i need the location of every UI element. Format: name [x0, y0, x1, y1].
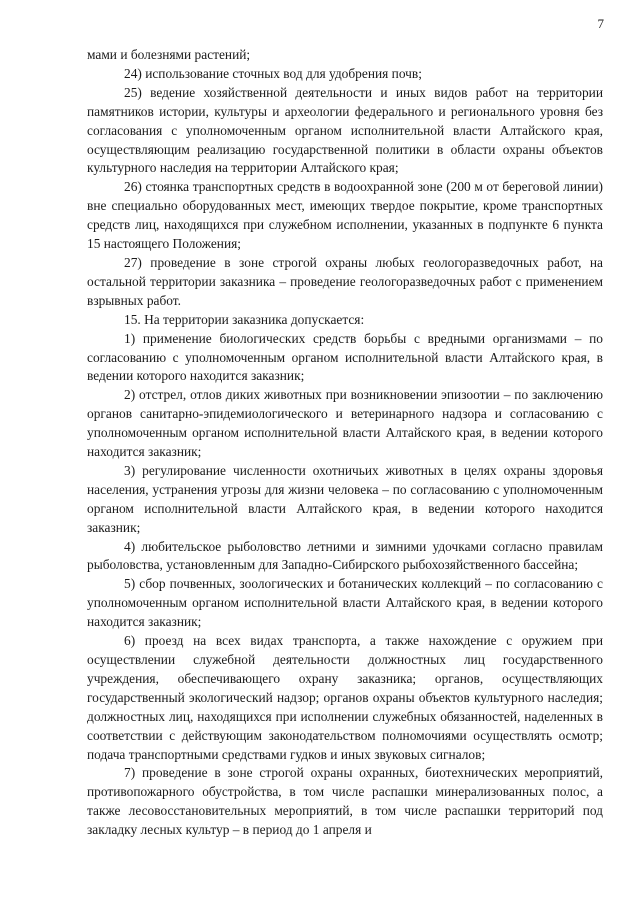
- allowed-item-1: 1) применение биологических средств борьбы с вредными организмами – по согласованию с уполномоченным органом исполнительной власти Алтайского края, в ведении которого находится заказник;: [87, 330, 603, 384]
- paragraph-continuation: мами и болезнями растений;: [87, 47, 251, 62]
- allowed-item-6: 6) проезд на всех видах транспорта, а также нахождение с оружием при осуществлении служебной деятельности должностных лиц государственного учреждения, обеспечивающего охрану заказника; органов, осуществляющих государственный экологический надзор; органов охраны объектов культурного наследия; должностных лиц, находящихся при исполнении служебных обязанностей, наделенных в соответствии с действующим законодательством полномочиями осуществлять осмотр; подача транспортными средствами гудков и иных звуковых сигналов;: [87, 633, 603, 762]
- paragraph-item-26: 26) стоянка транспортных средств в водоохранной зоне (200 м от береговой линии) вне специально оборудованных мест, имеющих твердое покрытие, кроме транспортных средств лиц, находящихся при служебном исполнении, указанных в подпункте 6 пункта 15 настоящего Положения;: [87, 179, 603, 252]
- document-body: [87, 46, 603, 840]
- paragraph-item-24: 24) использование сточных вод для удобрения почв;: [124, 65, 422, 81]
- paragraph-item-27: 27) проведение в зоне строгой охраны любых геологоразведочных работ, на остальной территории заказника – проведение геологоразведочных работ с применением взрывных работ.: [87, 254, 603, 308]
- page-number: 7: [597, 16, 604, 31]
- allowed-item-5: 5) сбор почвенных, зоологических и ботанических коллекций – по согласованию с уполномоченным органом исполнительной власти Алтайского края, в ведении которого находится заказник;: [87, 576, 603, 630]
- allowed-item-3: 3) регулирование численности охотничьих животных в целях охраны здоровья населения, устранения угрозы для жизни человека – по согласованию с уполномоченным органом исполнительной власти Алтайского края, в ведении которого находится заказник;: [87, 462, 603, 535]
- paragraph-item-25: 25) ведение хозяйственной деятельности и иных видов работ на территории памятников истории, культуры и археологии федерального и регионального уровня без согласования с уполномоченным органом исполнительной власти Алтайского края, осуществляющим реализацию государственной политики в области охраны объектов культурного наследия на территории Алтайского края;: [87, 84, 603, 176]
- allowed-item-4: 4) любительское рыболовство летними и зимними удочками согласно правилам рыболовства, установленным для Западно-Сибирского рыбохозяйственного бассейна;: [87, 538, 603, 573]
- allowed-item-7: 7) проведение в зоне строгой охраны охранных, биотехнических мероприятий, противопожарного обустройства, в том числе распашки минерализованных полос, а также лесовосстановительных мероприятий, в том числе распашки территорий под закладку лесных культур – в период до 1 апреля и: [87, 765, 603, 838]
- section-heading-15: 15. На территории заказника допускается:: [124, 311, 365, 327]
- allowed-item-2: 2) отстрел, отлов диких животных при возникновении эпизоотии – по заключению органов санитарно-эпидемиологического и ветеринарного надзора и согласованию с уполномоченным органом исполнительной власти Алтайского края, в ведении которого находится заказник;: [87, 387, 603, 460]
